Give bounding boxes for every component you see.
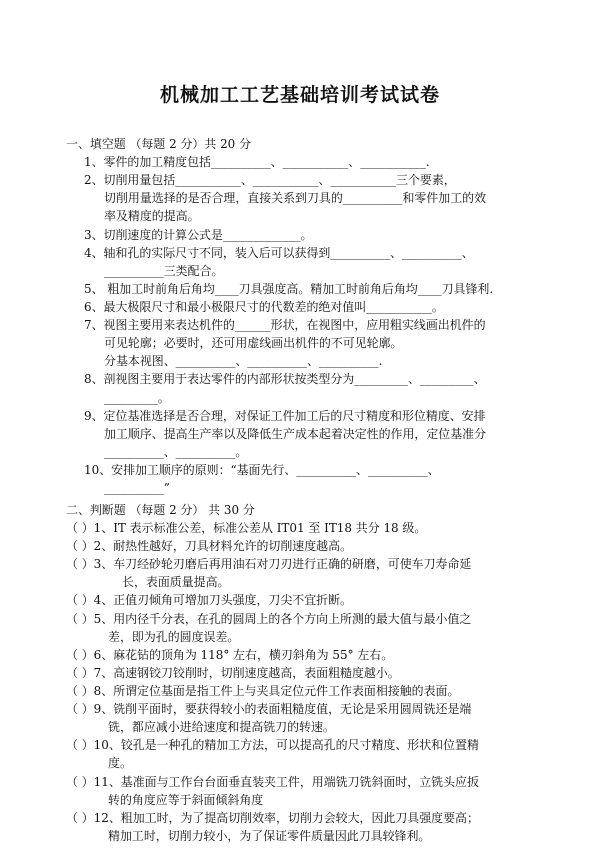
s2-item-7: （ ）7、高速钢铰刀铰削时，切削速度越高，表面粗糙度越小。	[66, 665, 400, 680]
s1-item-9-cont-1: 加工顺序、提高生产率以及降低生产成本起着决定性的作用，定位基准分	[104, 426, 487, 441]
s1-item-2-cont-1: 切削用量选择的是否合理，直接关系到刀具的__________和零件加工的效	[104, 191, 487, 206]
s1-item-2-cont-2: 率及精度的提高。	[104, 209, 200, 224]
s2-item-12-cont: 精加工时，切削力较小，为了保证零件质量因此刀具较锋利。	[108, 828, 431, 843]
s2-item-3-cont: 长，表面质量提高。	[122, 575, 230, 590]
s1-item-6: 6、最大极限尺寸和最小极限尺寸的代数差的绝对值叫___________。	[84, 299, 444, 314]
s1-item-9-cont-2: __________、__________。	[104, 444, 248, 459]
s2-item-12: （ ）12、粗加工时，为了提高切削效率，切削力会较大，因此刀具强度要高；	[66, 810, 479, 825]
section1-heading: 一、填空题 （每题 2 分）共 20 分	[66, 137, 252, 151]
s2-item-3: （ ）3、车刀经砂轮刃磨后再用油石对刀刃进行正确的研磨，可使车刀寿命延	[66, 557, 472, 572]
s2-item-5-cont: 差，即为孔的圆度误差。	[108, 629, 240, 644]
s1-item-7-cont-1: 可见轮廓；必要时，还可用虚线画出机件的不可见轮廓。	[104, 336, 403, 351]
s2-item-9-cont: 铣，都应减小进给速度和提高铣刀的转速。	[108, 720, 335, 735]
s1-item-4: 4、轴和孔的实际尺寸不同，装入后可以获得到__________、__________、	[84, 245, 474, 260]
s2-item-11: （ ）11、基准面与工作台台面垂直装夹工件，用端铣刀铣斜面时，立铣头应扳	[66, 774, 479, 789]
s1-item-7: 7、视图主要用来表达机件的______形状，在视图中，应用粗实线画出机件的	[84, 318, 486, 333]
s2-item-10: （ ）10、铰孔是一种孔的精加工方法，可以提高孔的尺寸精度、形状和位置精	[66, 738, 479, 753]
s1-item-4-cont: __________三类配合。	[104, 263, 224, 278]
s1-item-3: 3、切削速度的计算公式是_____________。	[84, 227, 313, 242]
s1-item-10: 10、安排加工顺序的原则：“基面先行、__________、__________、	[84, 462, 440, 477]
s2-item-4: （ ）4、正值刃倾角可增加刀头强度，刀尖不宜折断。	[66, 593, 352, 608]
s1-item-1: 1、零件的加工精度包括__________、___________、___________.	[84, 155, 430, 170]
s2-item-9: （ ）9、铣削平面时，要获得较小的表面粗糙度值，无论是采用圆周铣还是端	[66, 702, 472, 717]
s1-item-10-cont: __________”	[104, 481, 170, 496]
s1-item-5: 5、 粗加工时前角后角均____刀具强度高。精加工时前角后角均____刀具锋利.	[84, 281, 494, 296]
s1-item-2: 2、切削用量包括___________、___________、___________三个要素，	[84, 173, 456, 188]
s1-item-8-cont: _________。	[104, 390, 170, 405]
s1-item-8: 8、剖视图主要用于表达零件的内部形状按类型分为_________、_________、	[84, 372, 486, 387]
s2-item-2: （ ）2、耐热性越好，刀具材料允许的切削速度越高。	[66, 539, 352, 554]
s2-item-11-cont: 转的角度应等于斜面倾斜角度	[108, 792, 264, 807]
s2-item-5: （ ）5、用内径千分表，在孔的圆周上的各个方向上所测的最大值与最小值之	[66, 611, 472, 626]
s1-item-7-cont-2: 分基本视图、__________、__________、__________.	[104, 354, 383, 369]
s2-item-8: （ ）8、所谓定位基面是指工件上与夹具定位元件工作表面相接触的表面。	[66, 684, 460, 699]
s1-item-9: 9、定位基准选择是否合理，对保证工件加工后的尺寸精度和形位精度、安排	[84, 408, 486, 423]
page-title: 机械加工工艺基础培训考试试卷	[159, 84, 440, 106]
s2-item-6: （ ）6、麻花钻的顶角为 118° 左右，横刃斜角为 55° 左右。	[66, 647, 394, 662]
s2-item-10-cont: 度。	[108, 756, 132, 771]
section2-heading: 二、判断题 （每题 2 分） 共 30 分	[66, 502, 255, 517]
s2-item-1: （ ）1、IT 表示标准公差，标准公差从 IT01 至 IT18 共分 18 级。	[66, 521, 427, 536]
